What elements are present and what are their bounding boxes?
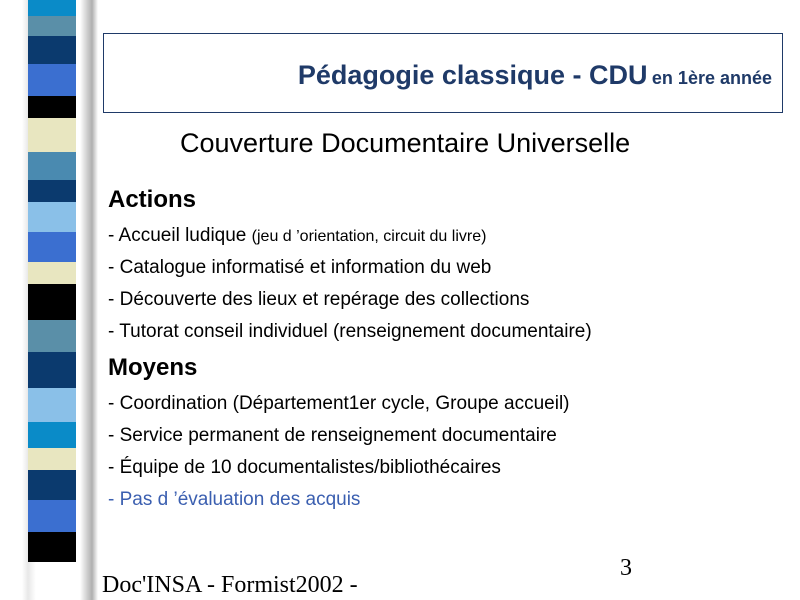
moyens-heading: Moyens: [108, 354, 198, 381]
actions-item-4: - Tutorat conseil individuel (renseignement documentaire): [108, 321, 592, 342]
stripe-block: [28, 232, 76, 262]
stripe-block: [28, 202, 76, 232]
stripe-block: [28, 388, 76, 422]
actions-heading: Actions: [108, 186, 197, 213]
actions-item-1-main: - Accueil ludique: [108, 225, 252, 246]
stripe-block: [28, 96, 76, 118]
actions-item-2: - Catalogue informatisé et information du web: [108, 257, 492, 278]
stripe-block: [28, 448, 76, 470]
stripe-block: [28, 262, 76, 284]
stripe-block: [28, 470, 76, 500]
stripe-block: [28, 284, 76, 320]
title-suffix: en 1ère année: [651, 68, 772, 88]
stripe-block: [28, 320, 76, 352]
moyens-item-3: - Équipe de 10 documentalistes/bibliothécaires: [108, 457, 501, 478]
title-main: Pédagogie classique - CDU: [297, 60, 648, 90]
title-box: [103, 33, 783, 113]
footer-text: Doc'INSA - Formist2002 -: [102, 572, 358, 598]
stripe-block: [28, 0, 76, 16]
decorative-side-bar: [0, 0, 98, 600]
moyens-item-4: - Pas d ’évaluation des acquis: [108, 489, 361, 510]
stripe-block: [28, 180, 76, 202]
stripe-block: [28, 422, 76, 448]
actions-item-1: [108, 225, 486, 247]
stripe-block: [28, 118, 76, 152]
stripe-block: [28, 500, 76, 532]
stripe-block: [28, 152, 76, 180]
stripe-block: [28, 16, 76, 36]
stripe-block: [28, 36, 76, 64]
slide-subtitle: Couverture Documentaire Universelle: [180, 128, 631, 158]
page-number: 3: [620, 555, 632, 581]
stripe-block: [28, 64, 76, 96]
slide-title: [298, 60, 772, 91]
moyens-item-2: - Service permanent de renseignement documentaire: [108, 425, 557, 446]
actions-item-1-detail: (jeu d ’orientation, circuit du livre): [251, 228, 487, 245]
stripe-block: [28, 352, 76, 388]
stripe-block: [28, 532, 76, 562]
actions-item-3: - Découverte des lieux et repérage des collections: [108, 289, 530, 310]
moyens-item-1: - Coordination (Département1er cycle, Groupe accueil): [108, 393, 570, 414]
